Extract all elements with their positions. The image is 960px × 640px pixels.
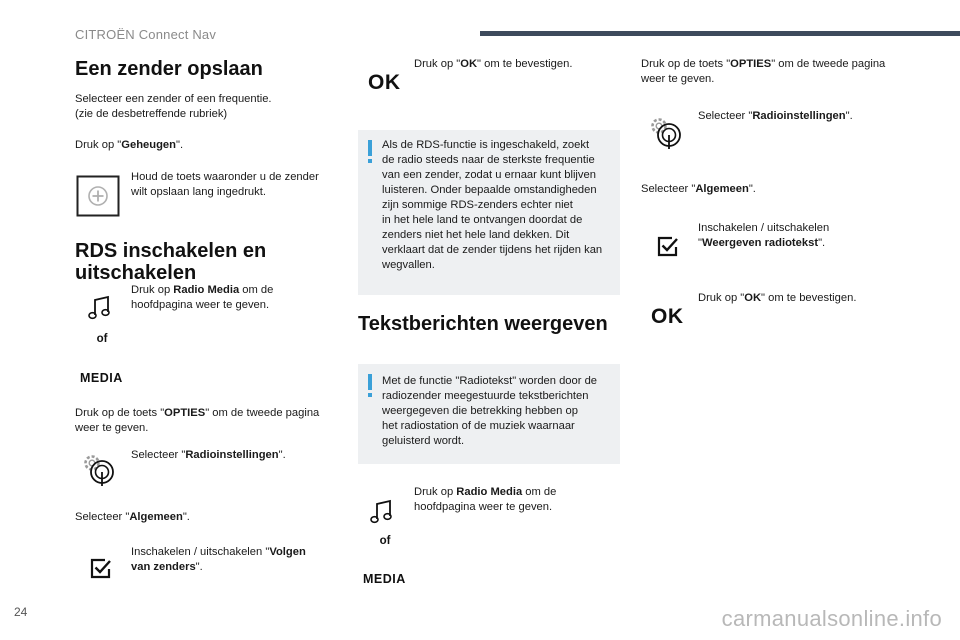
text-line: de radio steeds naar de sterkste frequentie <box>382 154 595 166</box>
paragraph-druk-geheugen <box>75 138 183 153</box>
text-line: geluisterd wordt. <box>382 435 465 447</box>
text-line: Houd de toets waaronder u de zender <box>131 171 319 183</box>
paragraph-volgen-zenders <box>131 545 306 575</box>
paragraph-selecteer-algemeen <box>75 510 190 525</box>
text-line: hoofdpagina weer te geven. <box>414 501 553 513</box>
section-title-een-zender-opslaan: Een zender opslaan <box>75 58 263 80</box>
text-span: om de <box>239 284 274 296</box>
checkbox-checked-icon <box>657 236 679 258</box>
header-bar <box>480 31 960 36</box>
text-span: Druk op de toets " <box>75 407 165 419</box>
of-label: of <box>96 333 108 345</box>
paragraph-druk-opties <box>75 406 319 436</box>
paragraph-houd-toets <box>131 170 319 200</box>
text-span: Druk op de toets " <box>641 58 731 70</box>
text-line: weergegeven die betrekking hebben op <box>382 405 578 417</box>
checkbox-checked-icon <box>90 558 112 580</box>
paragraph-druk-ok <box>698 291 856 306</box>
radio-settings-icon <box>80 451 120 489</box>
info-text-rds <box>382 138 618 273</box>
paragraph-selecteer-algemeen <box>641 182 756 197</box>
text-bold: Radio Media <box>456 486 523 498</box>
ok-button-label: OK <box>368 71 401 94</box>
text-line: wilt opslaan lang ingedrukt. <box>131 186 266 198</box>
music-note-icon <box>88 295 112 321</box>
text-span: om de <box>522 486 557 498</box>
text-line: zenders niet het hele land dekken. Dit <box>382 229 570 241</box>
text-line: Inschakelen / uitschakelen <box>698 222 830 234</box>
paragraph-selecteer-zender <box>75 92 272 122</box>
text-bold: Algemeen <box>129 511 183 523</box>
info-icon <box>368 374 372 390</box>
text-bold: OK <box>744 292 762 304</box>
section-title-rds <box>75 240 266 284</box>
text-span: Druk op <box>414 486 457 498</box>
text-bold: OPTIES <box>164 407 206 419</box>
paragraph-selecteer-radioinstellingen <box>131 448 286 463</box>
text-line: weer te geven. <box>75 422 149 434</box>
text-span: Druk op " <box>75 139 122 151</box>
info-icon-dot <box>368 393 372 397</box>
text-line: (zie de desbetreffende rubriek) <box>75 108 228 120</box>
text-span: Druk op <box>131 284 174 296</box>
text-bold: Radioinstellingen <box>185 449 279 461</box>
title-line: RDS inschakelen en <box>75 240 267 262</box>
paragraph-druk-radio-media <box>131 283 273 313</box>
media-button-label: MEDIA <box>80 371 123 385</box>
text-bold: Weergeven radiotekst <box>701 237 819 249</box>
media-button-label: MEDIA <box>363 572 406 586</box>
text-bold: OPTIES <box>730 58 772 70</box>
text-span: " om te bevestigen. <box>761 292 857 304</box>
text-span: Selecteer " <box>75 511 130 523</box>
text-line: radiozender meegestuurde tekstberichten <box>382 390 589 402</box>
text-span: Selecteer " <box>698 110 753 122</box>
text-line: Als de RDS-functie is ingeschakeld, zoekt <box>382 139 590 151</box>
info-icon-dot <box>368 159 372 163</box>
text-span: " om de tweede pagina <box>771 58 886 70</box>
text-bold: Radio Media <box>173 284 240 296</box>
paragraph-selecteer-radioinstellingen <box>698 109 853 124</box>
text-line: in het hele land te ontvangen doordat de <box>382 214 583 226</box>
text-line: het radiostation of de muziek waarnaar <box>382 420 575 432</box>
text-line: hoofdpagina weer te geven. <box>131 299 270 311</box>
text-span: ". <box>748 183 756 195</box>
text-bold: OK <box>460 58 478 70</box>
text-span: ". <box>818 237 826 249</box>
text-bold: Algemeen <box>695 183 749 195</box>
section-title-tekstberichten: Tekstberichten weergeven <box>358 313 608 335</box>
paragraph-weergeven-radiotekst <box>698 221 829 251</box>
text-line: verklaart dat de zender tijdens het rijden kan <box>382 244 603 256</box>
text-line: Selecteer een zender of een frequentie. <box>75 93 272 105</box>
text-span: " <box>698 237 702 249</box>
text-line: weer te geven. <box>641 73 715 85</box>
paragraph-druk-ok <box>414 57 572 72</box>
plus-box-icon <box>76 175 120 217</box>
text-line: luisteren. Onder bepaalde omstandigheden <box>382 184 597 196</box>
text-span: Druk op " <box>414 58 461 70</box>
of-label: of <box>379 535 391 547</box>
text-span: ". <box>195 561 203 573</box>
watermark-text: carmanualsonline.info <box>721 606 942 631</box>
title-line: uitschakelen <box>75 262 197 284</box>
radio-settings-icon <box>647 114 687 152</box>
info-text-radiotekst <box>382 374 618 449</box>
text-bold: van zenders <box>131 561 196 573</box>
text-span: " om de tweede pagina <box>205 407 320 419</box>
text-bold: Radioinstellingen <box>752 110 846 122</box>
paragraph-druk-radio-media <box>414 485 556 515</box>
paragraph-druk-opties <box>641 57 885 87</box>
text-line: wegvallen. <box>382 259 435 271</box>
text-line: van een zender, zodat u ernaar kunt blijven <box>382 169 596 181</box>
music-note-icon <box>370 499 394 525</box>
text-bold: Volgen <box>269 546 306 558</box>
info-box-rds <box>358 130 620 295</box>
text-line: zijn sommige RDS-zenders echter niet <box>382 199 573 211</box>
text-span: Selecteer " <box>131 449 186 461</box>
text-span: Druk op " <box>698 292 745 304</box>
text-span: " om te bevestigen. <box>477 58 573 70</box>
text-line: Met de functie "Radiotekst" worden door de <box>382 375 598 387</box>
text-span: Selecteer " <box>641 183 696 195</box>
info-box-radiotekst <box>358 364 620 464</box>
text-span: Inschakelen / uitschakelen " <box>131 546 270 558</box>
text-span: ". <box>278 449 286 461</box>
text-bold: Geheugen <box>121 139 176 151</box>
page-number: 24 <box>14 605 28 619</box>
text-span: ". <box>845 110 853 122</box>
text-span: ". <box>182 511 190 523</box>
text-span: ". <box>175 139 184 151</box>
info-icon <box>368 140 372 156</box>
header-title: CITROËN Connect Nav <box>75 27 217 42</box>
ok-button-label: OK <box>651 305 684 328</box>
